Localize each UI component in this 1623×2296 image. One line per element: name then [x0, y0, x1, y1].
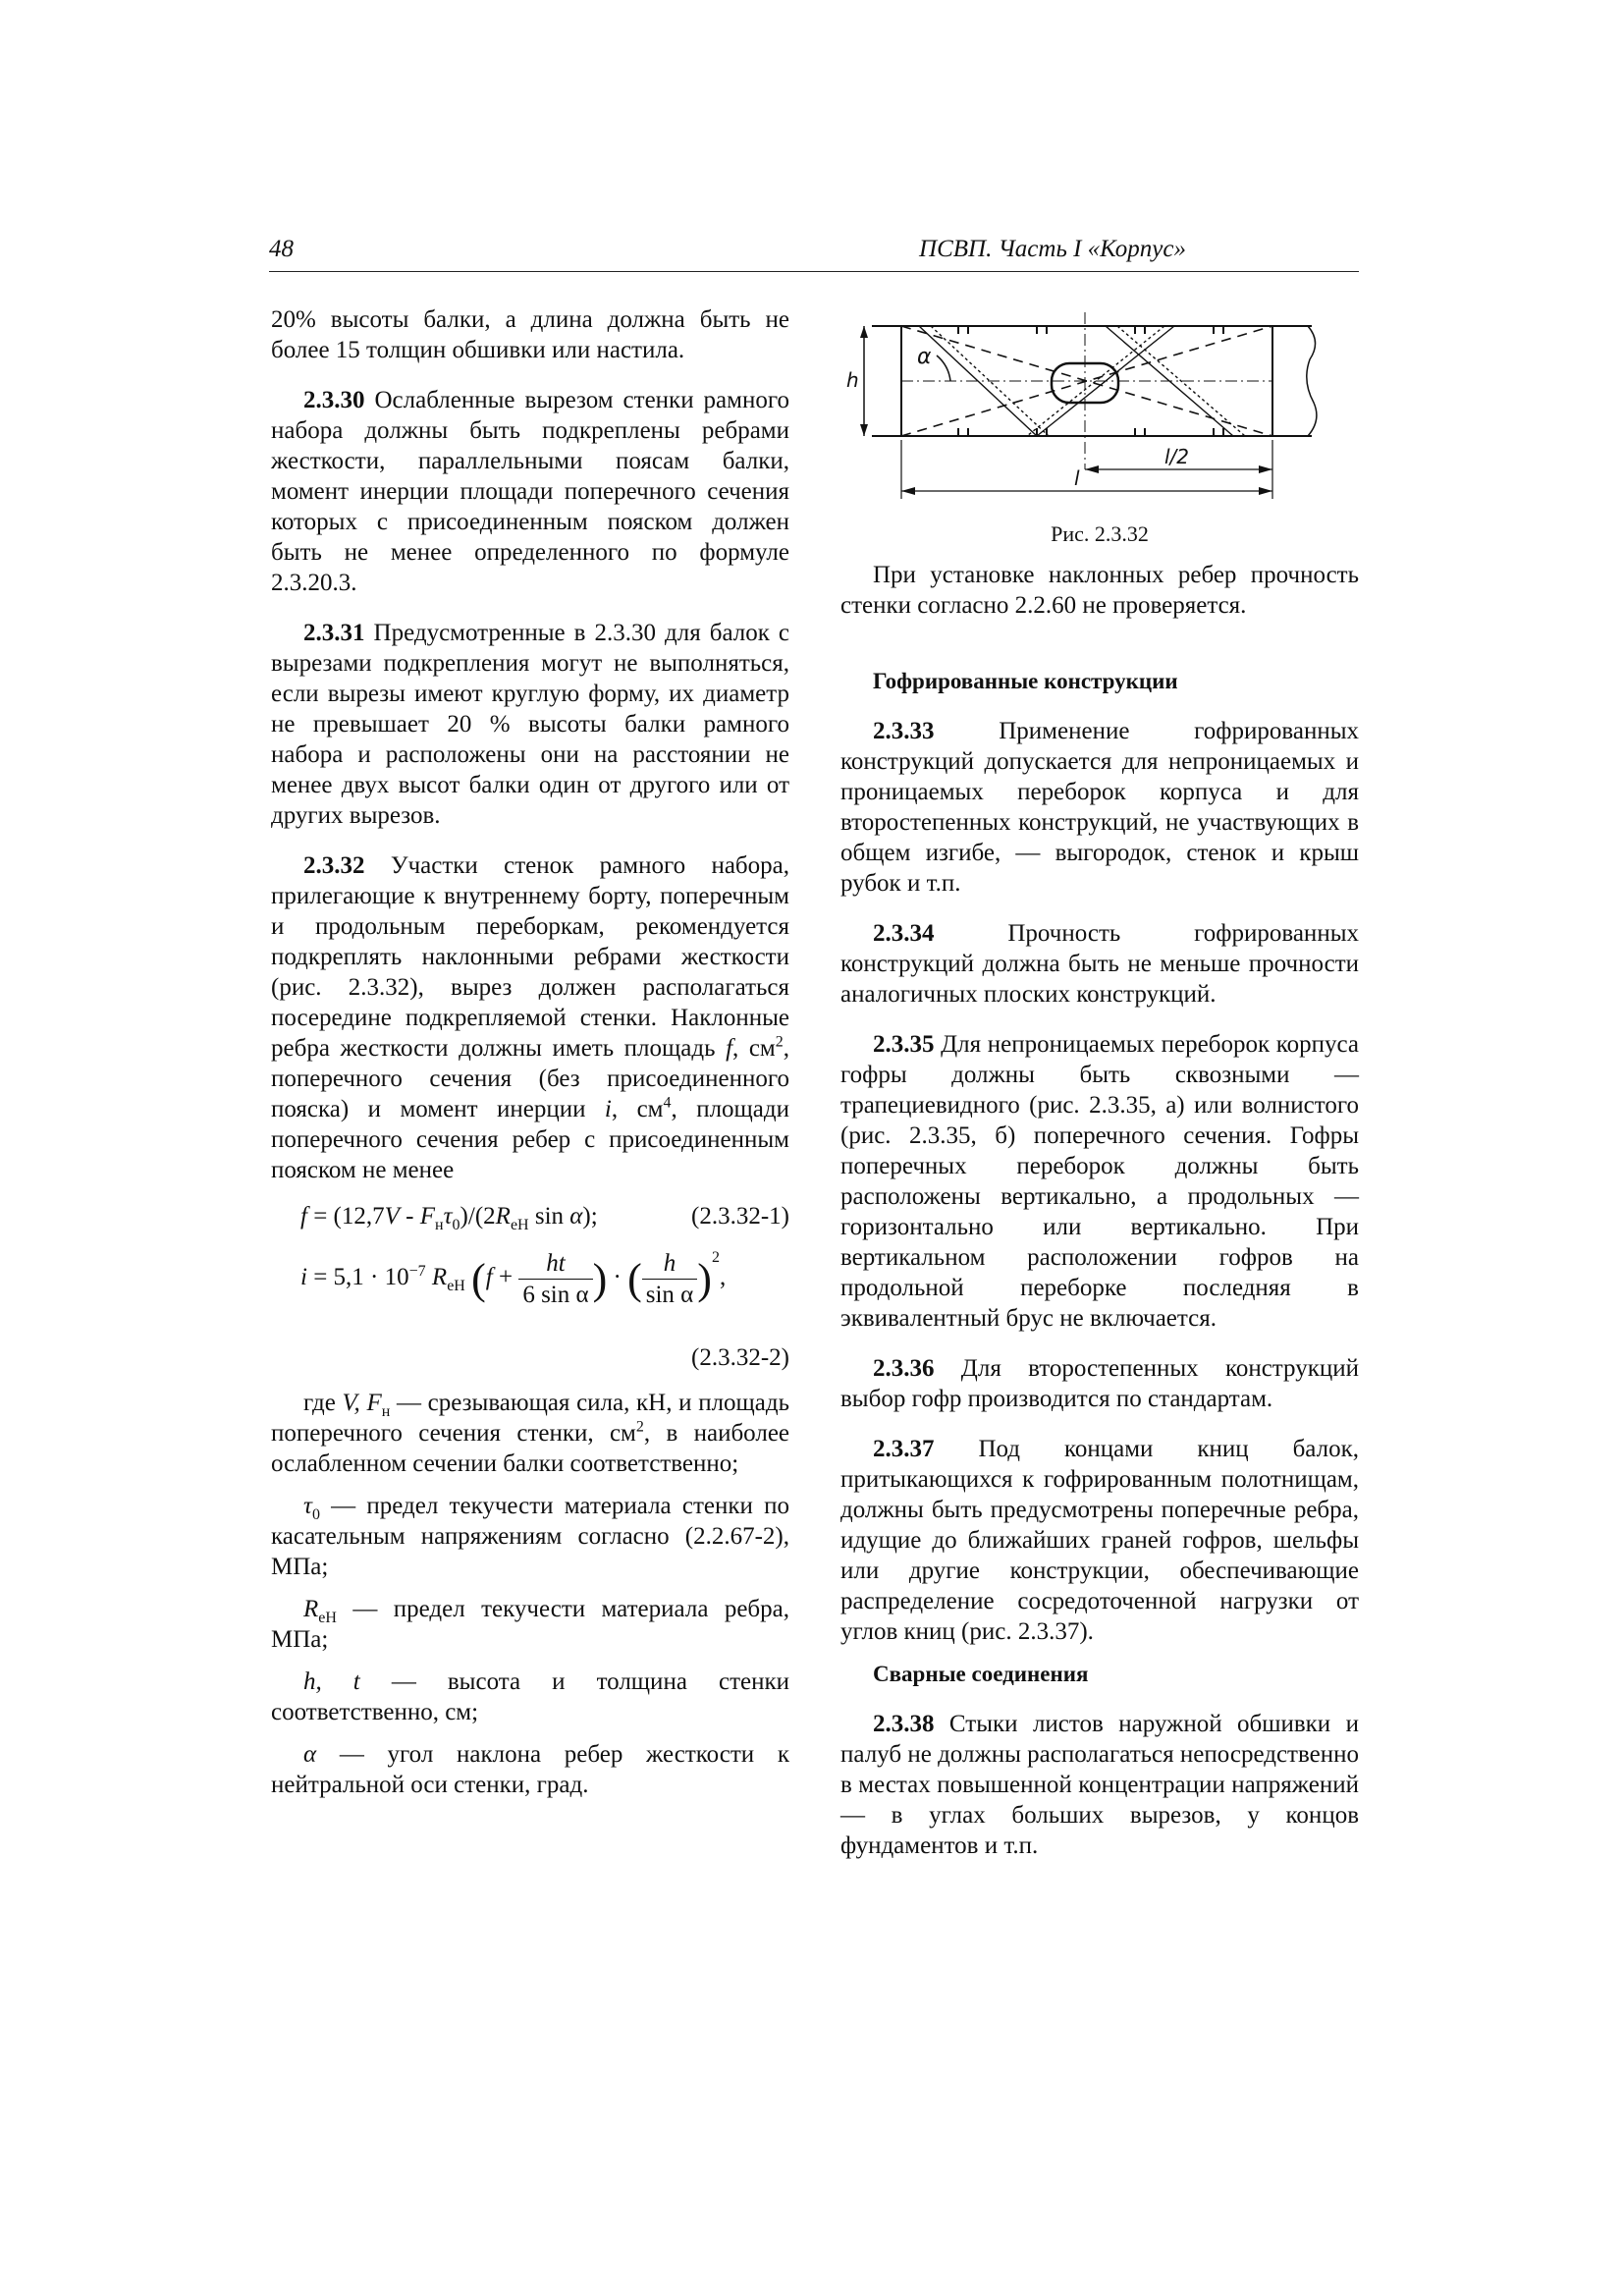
section-number: 2.3.37	[873, 1436, 935, 1462]
left-column	[271, 304, 789, 1800]
beam-diagram	[840, 312, 1359, 509]
section-2-3-38: 2.3.38 Стыки листов наружной обшивки и палуб не должны располагаться непосредственно в местах повышенной концентрации напряжений — в углах больших вырезов, у концов фундаментов и т.п.	[840, 1711, 1359, 1859]
section-2-3-30: 2.3.30 Ослабленные вырезом стенки рамного набора должны быть подкреплены ребрами жесткости, параллельными поясам балки, момент инерции площади поперечного сечения которых с присоединенным пояском должен быть не менее определенного по формуле 2.3.20.3.	[271, 387, 789, 596]
where-h-t: h, t — высота и толщина стенки соответственно, см;	[271, 1668, 789, 1725]
right-column	[840, 312, 1359, 1861]
paragraph-intro: 20% высоты балки, а длина должна быть не более 15 толщин обшивки или настила.	[271, 306, 789, 363]
running-title: ПСВП. Часть I «Корпус»	[919, 236, 1186, 262]
section-number: 2.3.38	[873, 1711, 935, 1737]
label-l: l	[1074, 466, 1080, 490]
section-number: 2.3.35	[873, 1031, 935, 1058]
heading-welded: Сварные соединения	[873, 1662, 1089, 1686]
label-h: h	[846, 368, 859, 392]
section-2-3-36: 2.3.36 Для второстепенных конструкций выбор гофр производится по стандартам.	[840, 1355, 1359, 1412]
figure-caption: Рис. 2.3.32	[1051, 521, 1149, 546]
figure-2-3-32	[840, 312, 1359, 548]
section-2-3-32: 2.3.32 Участки стенок рамного набора, прилегающие к внутреннему борту, поперечным и продольным переборкам, рекомендуется подкреплять наклонными ребрами жесткости (рис. 2.3.32), вырез должен располагаться посередине подкрепляемой стенки. Наклонные ребра жесткости должны иметь площадь f, $см^2$, поперечного сечения (без присоединенного пояска) и момент инерции i, $см^4$, площади поперечного сечения ребер с присоединенным пояском не менее	[271, 852, 789, 1183]
where-v-f: где V, $F_н$ — срезывающая сила, кН, и площадь поперечного сечения стенки, $см^2$, в наиболее ослабленном сечении балки соответственно;	[271, 1390, 790, 1477]
section-number: 2.3.34	[873, 920, 935, 947]
section-number: 2.3.31	[303, 620, 365, 646]
section-2-3-34: 2.3.34 Прочность гофрированных конструкций должна быть не меньше прочности аналогичных плоских конструкций.	[840, 920, 1359, 1008]
section-number: 2.3.32	[303, 852, 365, 879]
where-alpha: α — угол наклона ребер жесткости к нейтральной оси стенки, град.	[271, 1741, 789, 1798]
section-2-3-37: 2.3.37 Под концами книц балок, притыкающихся к гофрированным полотнищам, должны быть предусмотрены поперечные ребра, идущие до ближайших граней гофров, шельфы или другие конструкции, обеспечивающие распределение сосредоточенной нагрузки от углов книц (рис. 2.3.37).	[840, 1436, 1359, 1645]
where-r: $R_{еН}$ — предел текучести материала ребра, МПа;	[271, 1596, 789, 1653]
paragraph-after-figure: При установке наклонных ребер прочность стенки согласно 2.2.60 не проверяется.	[840, 562, 1359, 619]
heading-corrugated: Гофрированные конструкции	[873, 669, 1178, 693]
section-2-3-35: 2.3.35 Для непроницаемых переборок корпуса гофры должны быть сквозными — трапециевидного (рис. 2.3.35, а) или волнистого (рис. 2.3.35, б) поперечного сечения. Гофры поперечных переборок должны быть расположены вертикально, а продольных — горизонтально или вертикально. При вертикальном расположении гофров на продольной переборке последняя в эквивалентный брус не включается.	[840, 1031, 1359, 1332]
page-header	[269, 236, 1359, 272]
section-2-3-33: 2.3.33 Применение гофрированных конструкций допускается для непроницаемых и проницаемых переборок корпуса и для второстепенных конструкций, не участвующих в общем изгибе, — выгородок, стенок и крыш рубок и т.п.	[840, 718, 1359, 897]
break-line	[1307, 326, 1317, 436]
label-alpha: α	[917, 345, 932, 369]
angle-arc	[937, 355, 950, 381]
formula-number: (2.3.32-1)	[691, 1203, 789, 1230]
section-2-3-31: 2.3.31 Предусмотренные в 2.3.30 для балок с вырезами подкрепления могут не выполняться, если вырезы имеют круглую форму, их диаметр не превышает 20 % высоты балки рамного набора и расположены они на расстоянии не менее двух высот балки один от другого или от других вырезов.	[271, 620, 789, 829]
formula-2-3-32-1: $f = (12,7V - F_н\tau_0)/(2R_{еН}$ sin α); (2.3.32-1)	[300, 1203, 789, 1233]
section-number: 2.3.30	[303, 387, 365, 413]
where-tau: $\tau_0$ — предел текучести материала стенки по касательным напряжениям согласно (2.2.67-2), МПа;	[271, 1493, 789, 1580]
section-number: 2.3.36	[873, 1355, 935, 1382]
formula-number: (2.3.32-2)	[691, 1344, 789, 1371]
page-number: 48	[269, 236, 294, 262]
section-number: 2.3.33	[873, 718, 935, 744]
formula-2-3-32-2: $i = 5,1 \cdot 10^{-7}$ $R_{еН}$ (f + $\frac{ht}{\text{6 sin α}}$ ) · ( $\frac{h}{\text{sin α}}$ )$^2$, (2.3.32-2)	[300, 1248, 789, 1371]
label-l-half: l/2	[1164, 445, 1190, 468]
